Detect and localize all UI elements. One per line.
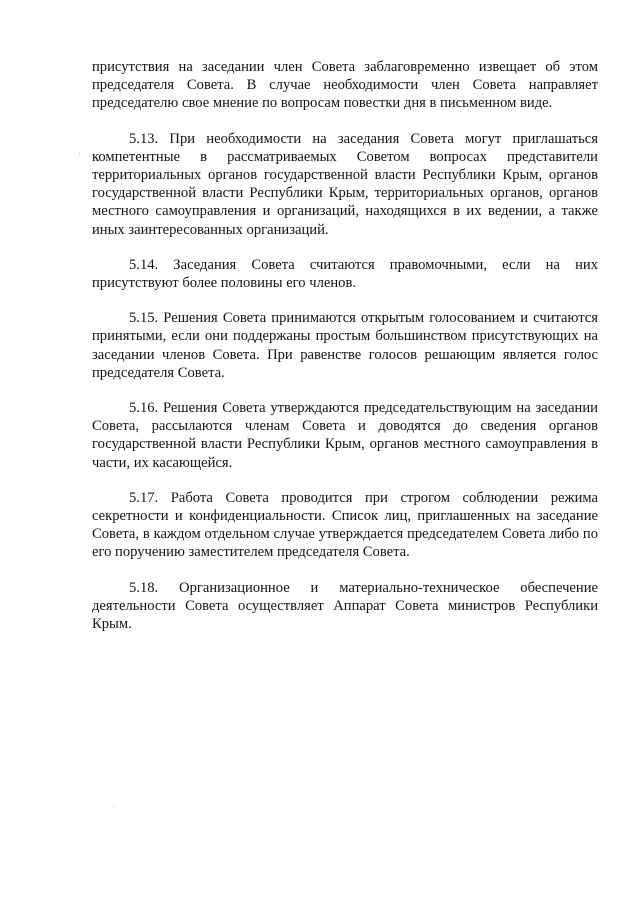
paragraph-5-14: 5.14. Заседания Совета считаются правомочными, если на них присутствуют более половины его членов.: [92, 256, 598, 292]
document-body: [92, 58, 598, 650]
scan-speck: [79, 153, 80, 154]
paragraph-5-15: 5.15. Решения Совета принимаются открытым голосованием и считаются принятыми, если они поддержаны простым большинством присутствующих на заседании членов Совета. При равенстве голосов решающим является голос председателя Совета.: [92, 310, 598, 381]
paragraph-5-17: 5.17. Работа Совета проводится при строгом соблюдении режима секретности и конфиденциальности. Список лиц, приглашенных на заседание Совета, в каждом отдельном случае утверждается председателем Совета либо по его поручению заместителем председателя Совета.: [92, 489, 598, 561]
paragraph-5-16: 5.16. Решения Совета утверждаются председательствующим на заседании Совета, рассылаются членам Совета и доводятся до сведения органов государственной власти Республики Крым, органов местного самоуправления в части, их касающейся.: [92, 400, 598, 471]
paragraph-5-13: 5.13. При необходимости на заседания Совета могут приглашаться компетентные в рассматриваемых Советом вопросах представители территориальных органов государственной власти Республики Крым, органов государственной власти Республики Крым, территориальных органов, органов местного самоуправления и организаций, находящихся в их ведении, а также иных заинтересованных организаций.: [92, 130, 598, 238]
paragraph-continuation: присутствия на заседании член Совета заблаговременно извещает об этом председателя Совета. В случае необходимости член Совета направляет председателю свое мнение по вопросам повестки дня в письменном виде.: [92, 59, 598, 112]
paragraph-5-18: 5.18. Организационное и материально-техническое обеспечение деятельности Совета осуществляет Аппарат Совета министров Республики Крым.: [92, 579, 598, 633]
scan-speck: [113, 806, 114, 807]
